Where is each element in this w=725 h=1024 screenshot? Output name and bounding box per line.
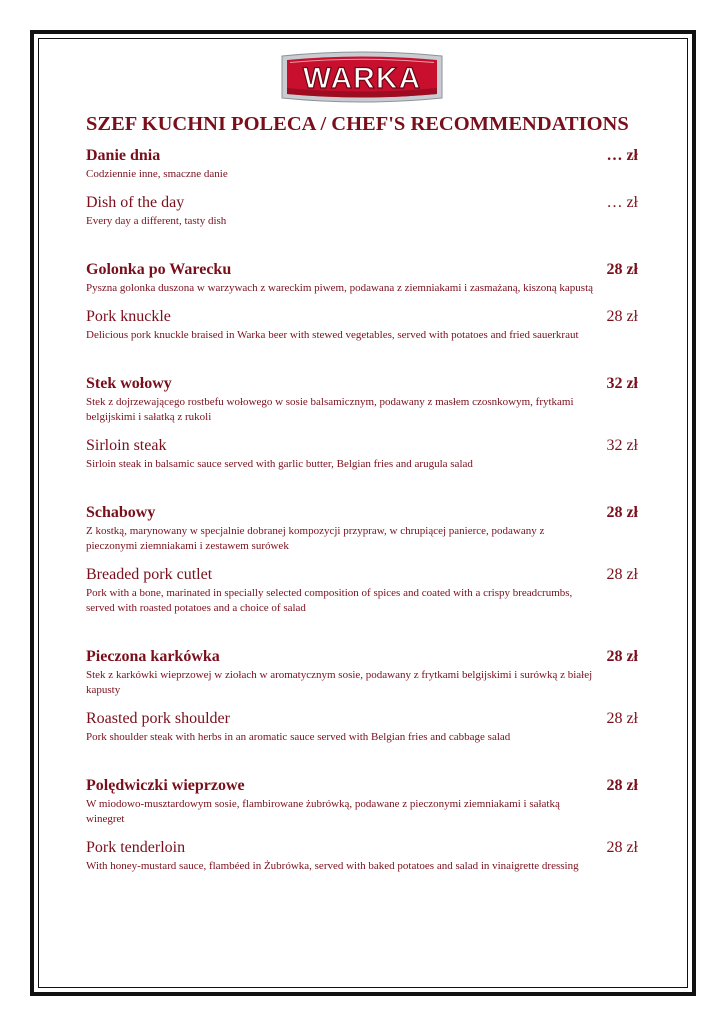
dish-description: Delicious pork knuckle braised in Warka beer with stewed vegetables, served with potatoes and fried sauerkraut [86, 329, 579, 341]
dish-name: Breaded pork cutlet [86, 566, 213, 583]
dish-header [86, 503, 638, 523]
dish-description: Pork with a bone, marinated in specially selected composition of spices and coated with a crispy breadcrumbs, served with roasted potatoes and a choice of salad [86, 587, 573, 614]
dish-en [86, 436, 638, 472]
dish-price: 28 zł [606, 648, 638, 665]
dish-header [86, 260, 638, 280]
dish-header [86, 709, 638, 729]
dish-en [86, 565, 638, 616]
dish-description: Sirloin steak in balsamic sauce served with garlic butter, Belgian fries and arugula salad [86, 458, 473, 470]
dish-name: Roasted pork shoulder [86, 710, 230, 727]
warka-logo [278, 50, 446, 104]
dish-description: Stek z dojrzewającego rostbefu wołowego w sosie balsamicznym, podawany z masłem czosnkowym, frytkami belgijskimi i sałatką z rukoli [86, 396, 574, 423]
dish-header [86, 374, 638, 394]
dish-price: 32 zł [606, 375, 638, 392]
dish-pl [86, 260, 638, 296]
dish-pl [86, 146, 638, 182]
dish-name: Stek wołowy [86, 375, 172, 392]
dish-pl [86, 503, 638, 554]
dish-description: Codziennie inne, smaczne danie [86, 168, 228, 180]
dish-description: Stek z karkówki wieprzowej w ziołach w aromatycznym sosie, podawany z frytkami belgijskimi i surówką z białej kapusty [86, 669, 593, 696]
dish-description: W miodowo-musztardowym sosie, flambirowane żubrówką, podawane z pieczonymi ziemniakami i sałatką winegret [86, 798, 560, 825]
dish-price: 28 zł [606, 710, 638, 727]
dish-name: Sirloin steak [86, 437, 167, 454]
dish-description: Pyszna golonka duszona w warzywach z wareckim piwem, podawana z ziemniakami i zasmażaną, kiszoną kapustą [86, 282, 594, 294]
dish-name: Polędwiczki wieprzowe [86, 777, 245, 794]
dish-price: 28 zł [606, 566, 638, 583]
dish-en [86, 307, 638, 343]
dish-header [86, 565, 638, 585]
dish-pl [86, 647, 638, 698]
dish-name: Dish of the day [86, 194, 185, 211]
dish-price: 28 zł [606, 261, 638, 278]
dish-price: 28 zł [606, 504, 638, 521]
menu-item-group [86, 260, 638, 343]
dish-header [86, 193, 638, 213]
dish-header [86, 647, 638, 667]
dish-pl [86, 776, 638, 827]
dish-name: Danie dnia [86, 147, 161, 164]
dish-header [86, 436, 638, 456]
dish-name: Pieczona karkówka [86, 648, 220, 665]
dish-header [86, 307, 638, 327]
menu-item-group [86, 503, 638, 616]
dish-en [86, 709, 638, 745]
dish-en [86, 193, 638, 229]
dish-name: Golonka po Warecku [86, 261, 232, 278]
menu-item-group [86, 374, 638, 472]
dish-price: 28 zł [606, 839, 638, 856]
warka-logo-graphic [278, 50, 446, 104]
dish-name: Pork tenderloin [86, 839, 186, 856]
page-title: SZEF KUCHNI POLECA / CHEF'S RECOMMENDATIONS [86, 113, 629, 135]
dish-pl [86, 374, 638, 425]
logo-wordmark: WARKA [302, 62, 422, 95]
dish-header [86, 146, 638, 166]
menu-list [86, 146, 638, 874]
dish-price: 32 zł [606, 437, 638, 454]
menu-content [86, 110, 638, 905]
menu-item-group [86, 146, 638, 229]
dish-name: Schabowy [86, 504, 156, 521]
dish-header [86, 838, 638, 858]
dish-price: … zł [606, 194, 638, 211]
dish-description: Pork shoulder steak with herbs in an aromatic sauce served with Belgian fries and cabbage salad [86, 731, 511, 743]
dish-description: Z kostką, marynowany w specjalnie dobranej kompozycji przypraw, w chrupiącej panierce, podawany z pieczonymi ziemniakami i zestawem surówek [86, 525, 545, 552]
dish-header [86, 776, 638, 796]
dish-price: 28 zł [606, 308, 638, 325]
menu-item-group [86, 647, 638, 745]
menu-item-group [86, 776, 638, 874]
dish-description: With honey-mustard sauce, flambéed in Żubrówka, served with baked potatoes and salad in vinaigrette dressing [86, 860, 579, 872]
dish-name: Pork knuckle [86, 308, 171, 325]
dish-price: … zł [606, 147, 638, 164]
dish-en [86, 838, 638, 874]
dish-description: Every day a different, tasty dish [86, 215, 227, 227]
dish-price: 28 zł [606, 777, 638, 794]
